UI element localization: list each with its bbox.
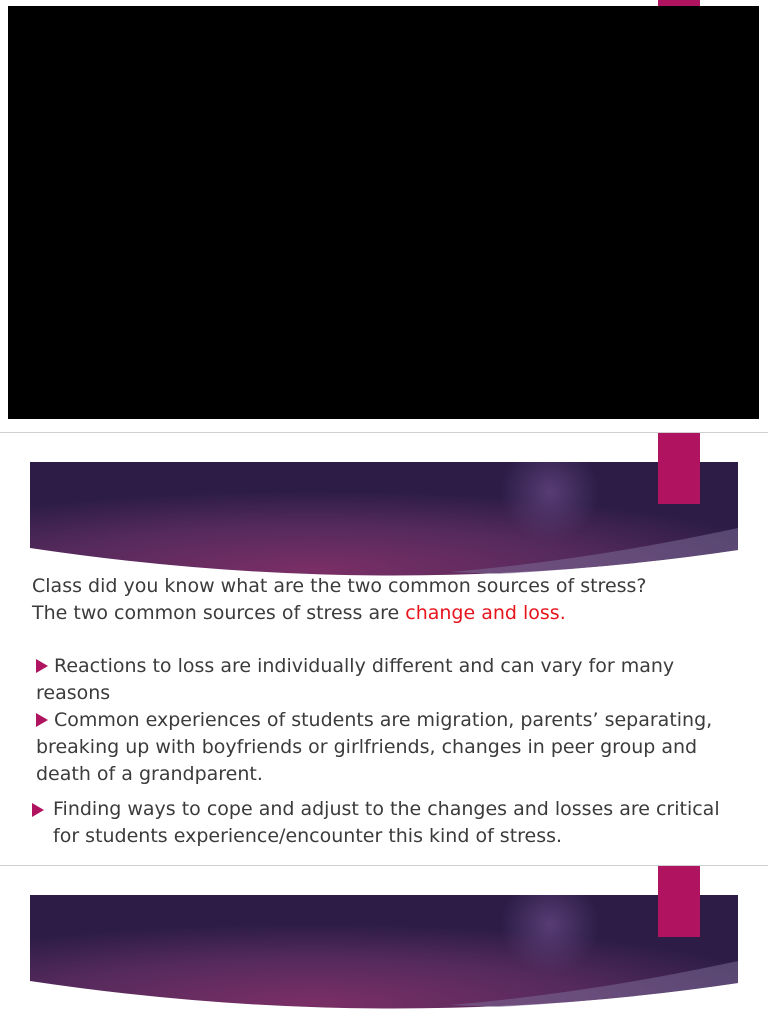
bullet-text: Finding ways to cope and adjust to the changes and losses are critical for students experience/encounter this kind of stress. (53, 798, 720, 847)
list-item (32, 707, 722, 788)
list-item (32, 653, 722, 707)
title-banner (30, 462, 738, 580)
accent-tab (658, 866, 700, 937)
triangle-right-icon (36, 659, 48, 673)
bullet-text: Common experiences of students are migration, parents’ separating, breaking up with boyfriends or girlfriends, changes in peer group and death of a grandparent. (36, 709, 713, 785)
slide-3 (0, 866, 768, 1024)
slide-2 (0, 433, 768, 865)
list-item (32, 796, 722, 850)
bullet-list (32, 653, 722, 850)
slide-content (32, 573, 722, 850)
triangle-right-icon (36, 713, 48, 727)
intro-answer (32, 600, 722, 627)
highlight-text: change and loss. (405, 602, 566, 624)
slide-1 (0, 0, 768, 432)
blank-video-frame (8, 6, 759, 419)
accent-tab (658, 0, 700, 6)
intro-answer-prefix: The two common sources of stress are (32, 602, 406, 624)
intro-question: Class did you know what are the two common sources of stress? (32, 575, 647, 597)
title-banner (30, 895, 738, 1013)
accent-tab (658, 433, 700, 504)
triangle-right-icon (32, 803, 44, 817)
bullet-text: Reactions to loss are individually different and can vary for many reasons (36, 655, 675, 704)
